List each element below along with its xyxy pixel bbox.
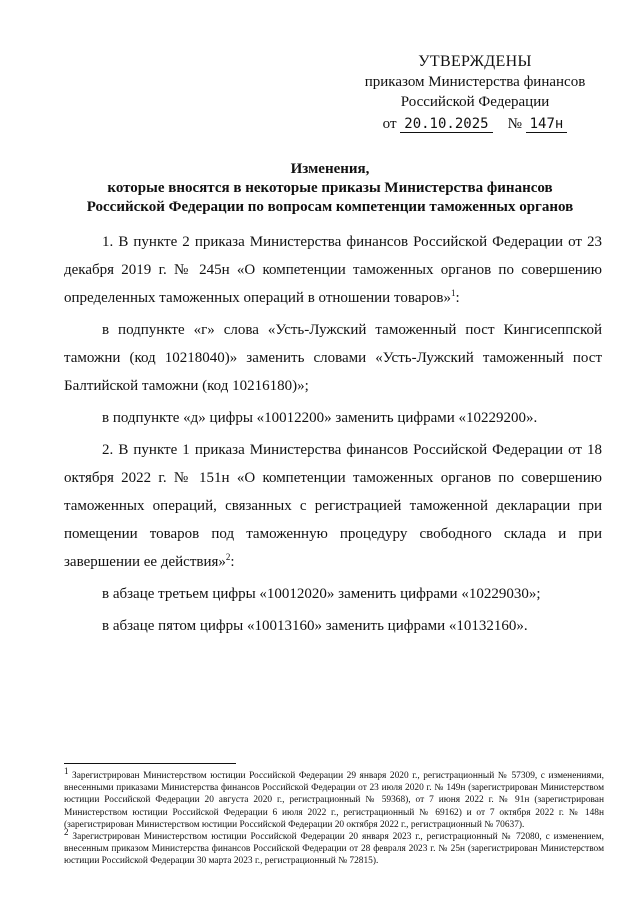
- footnote-divider: [64, 763, 236, 764]
- footnote-2: [64, 826, 604, 868]
- document-body: [64, 228, 602, 640]
- footnote-ref-2: 2: [225, 552, 231, 562]
- paragraph-2-text: 2. В пункте 1 приказа Министерства финансов Российской Федерации от 18 октября 2022 г. № 151н «О компетенции таможенных органов по совершению таможенных операций, связанных с регистрацией таможенной декларации при помещении товаров под таможенную процедуру свободного склада и при завершении ее действия»: [64, 442, 602, 570]
- paragraph-1-text: 1. В пункте 2 приказа Министерства финансов Российской Федерации от 23 декабря 2019 г. № 245н «О компетенции таможенных органов по совершению определенных таможенных операций в отношении товаров»: [64, 234, 602, 306]
- paragraph-1a: в подпункте «г» слова «Усть-Лужский таможенный пост Кингисеппской таможни (код 10218040)» заменить словами «Усть-Лужский таможенный пост Балтийской таможни (код 10216180)»;: [64, 322, 602, 394]
- approval-line-2: Российской Федерации: [400, 94, 550, 110]
- paragraph-1-end: :: [455, 290, 460, 306]
- from-label: от: [382, 116, 397, 132]
- approval-date-number: [340, 114, 610, 134]
- order-number: 147н: [526, 116, 568, 133]
- approval-line-1: приказом Министерства финансов: [364, 74, 586, 90]
- document-title: [60, 160, 600, 217]
- paragraph-2-end: :: [230, 554, 235, 570]
- title-line-3: Российской Федерации по вопросам компетенции таможенных органов: [86, 199, 574, 215]
- approval-block: [340, 52, 610, 134]
- paragraph-1: [64, 228, 602, 312]
- footnote-2-text: Зарегистрирован Министерством юстиции Российской Федерации 20 января 2023 г., регистрационный № 72080, с изменением, внесенным приказом Министерства финансов Российской Федерации от 28 февраля 2023 г. № 25н (зарегистрирован Министерством юстиции Российской Федерации 30 марта 2023 г., регистрационный № 72815).: [64, 832, 604, 867]
- footnotes: [64, 765, 604, 868]
- approval-status: УТВЕРЖДЕНЫ: [418, 53, 532, 70]
- paragraph-1b: в подпункте «д» цифры «10012200» заменить цифрами «10229200».: [102, 410, 538, 426]
- footnote-1: [64, 765, 604, 831]
- footnote-1-mark: 1: [64, 765, 69, 776]
- footnote-2-mark: 2: [64, 826, 69, 837]
- number-label: №: [507, 116, 522, 132]
- footnote-ref-1: 1: [450, 288, 456, 298]
- paragraph-2b: в абзаце пятом цифры «10013160» заменить цифрами «10132160».: [102, 618, 528, 634]
- title-line-2: которые вносятся в некоторые приказы Министерства финансов: [107, 180, 553, 196]
- paragraph-2a: в абзаце третьем цифры «10012020» заменить цифрами «10229030»;: [102, 586, 541, 602]
- order-date: 20.10.2025: [400, 116, 492, 133]
- paragraph-2: [64, 436, 602, 576]
- footnote-1-text: Зарегистрирован Министерством юстиции Российской Федерации 29 января 2020 г., регистрационный № 57309, с изменениями, внесенными приказами Министерства финансов Российской Федерации от 23 июля 2020 г. № 149н (зарегистрирован Министерством юстиции Российской Федерации 20 августа 2020 г., регистрационный № 59368), от 7 июня 2022 г. № 91н (зарегистрирован Министерством юстиции Российской Федерации 6 июля 2022 г., регистрационный № 69162) и от 7 октября 2022 г. № 148н (зарегистрирован Министерством юстиции Российской Федерации 20 октября 2022 г., регистрационный № 70637).: [64, 771, 604, 830]
- title-line-1: Изменения,: [290, 161, 370, 177]
